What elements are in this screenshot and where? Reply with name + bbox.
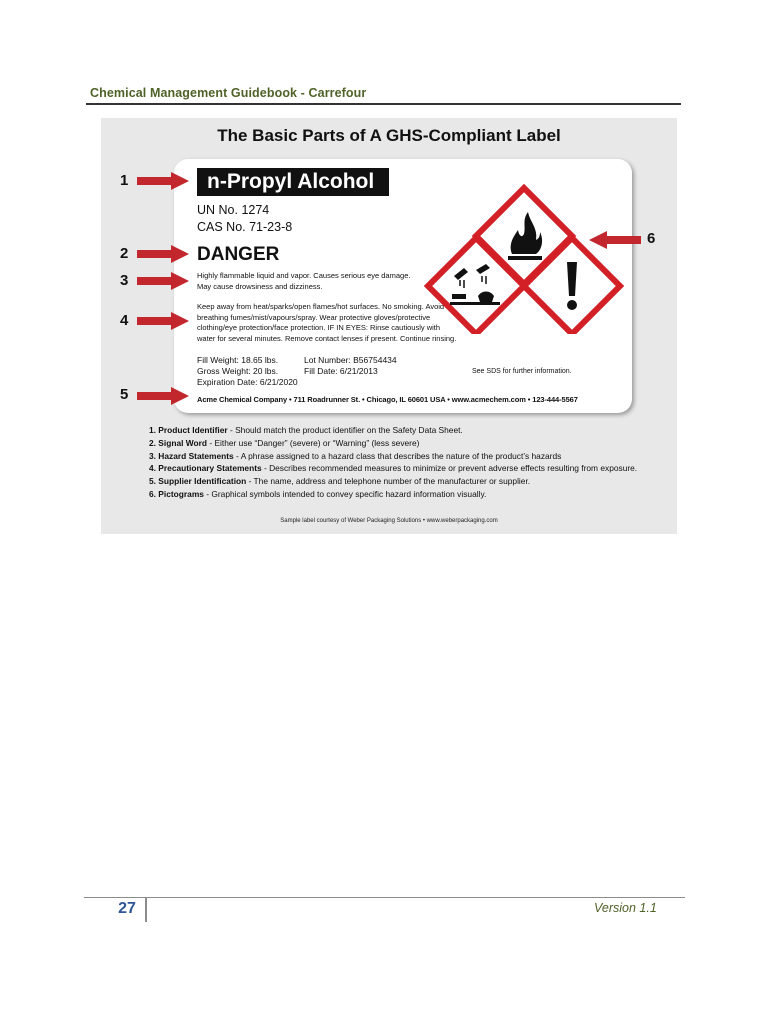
precaution-line: Keep away from heat/sparks/open flames/hot surfaces. No smoking. Avoid: [197, 302, 445, 311]
marker-number: 1: [120, 172, 129, 189]
expiration-date: Expiration Date: 6/21/2020: [197, 377, 298, 387]
supplier-identification: Acme Chemical Company • 711 Roadrunner St. • Chicago, IL 60601 USA • www.acmechem.com • 123-444-5567: [197, 395, 578, 404]
legend-item: [149, 424, 669, 437]
legend-desc: - The name, address and telephone number of the manufacturer or supplier.: [246, 476, 531, 487]
fill-weight: Fill Weight: 18.65 lbs.: [197, 355, 279, 365]
arrow-icon: [589, 231, 641, 249]
legend-desc: - A phrase assigned to a hazard class that describes the nature of the product’s hazards: [233, 450, 562, 461]
legend-term: 4. Precautionary Statements: [149, 463, 262, 474]
running-header: Chemical Management Guidebook - Carrefour: [90, 86, 367, 100]
legend-term: 2. Signal Word: [149, 437, 208, 448]
cas-number: CAS No. 71-23-8: [197, 220, 293, 234]
marker-number: 3: [120, 272, 129, 289]
arrow-icon: [137, 172, 189, 190]
page-number-divider: [145, 898, 147, 922]
marker-number: 5: [120, 386, 129, 403]
legend-term: 5. Supplier Identification: [149, 476, 247, 487]
marker-number: 2: [120, 245, 129, 262]
legend-term: 3. Hazard Statements: [149, 450, 234, 461]
label-parts-legend: [149, 424, 669, 501]
figure-title: The Basic Parts of A GHS-Compliant Label: [217, 126, 561, 145]
header-rule: [86, 103, 681, 105]
product-identifier: n-Propyl Alcohol: [197, 168, 389, 196]
legend-term: 6. Pictograms: [149, 488, 204, 499]
legend-item: [149, 488, 669, 501]
arrow-icon: [137, 312, 189, 330]
signal-word: DANGER: [197, 244, 280, 265]
marker-number: 4: [120, 312, 129, 329]
legend-item: [149, 450, 669, 463]
ghs-label-figure: [101, 118, 677, 534]
gross-weight: Gross Weight: 20 lbs.: [197, 366, 279, 376]
hazard-statement-line: May cause drowsiness and dizziness.: [197, 282, 323, 291]
precaution-line: water for several minutes. Remove contact lenses if present. Continue rinsing.: [197, 333, 457, 343]
sds-note: See SDS for further information.: [472, 368, 572, 375]
legend-item: [149, 475, 669, 488]
figure-credit: Sample label courtesy of Weber Packaging Solutions • www.weberpackaging.com: [280, 518, 498, 524]
legend-desc: - Graphical symbols intended to convey specific hazard information visually.: [203, 488, 487, 499]
version-label: Version 1.1: [594, 901, 657, 915]
pictograms: [424, 184, 629, 334]
fill-date: Fill Date: 6/21/2013: [304, 366, 378, 376]
legend-term: 1. Product Identifier: [149, 425, 228, 435]
arrow-icon: [137, 245, 189, 263]
un-number: UN No. 1274: [197, 203, 270, 217]
legend-desc: - Should match the product identifier on the Safety Data Sheet.: [227, 425, 463, 435]
precautionary-statements: [197, 302, 462, 344]
precaution-line: breathing fumes/mist/vapours/spray. Wear protective gloves/protective: [197, 312, 431, 322]
hazard-statement-line: Highly flammable liquid and vapor. Causes serious eye damage.: [197, 271, 411, 280]
marker-number: 6: [647, 230, 656, 247]
sample-label: [174, 159, 632, 413]
footer-rule: [84, 897, 685, 898]
arrow-icon: [137, 272, 189, 290]
hazard-statements: [197, 270, 447, 292]
arrow-icon: [137, 387, 189, 405]
legend-item: [149, 437, 669, 450]
precaution-line: clothing/eye protection/face protection. IF IN EYES: Rinse cautiously with: [197, 323, 441, 332]
legend-desc: - Either use “Danger” (severe) or “Warning” (less severe): [207, 437, 420, 448]
legend-item: [149, 462, 669, 475]
legend-desc: - Describes recommended measures to minimize or prevent adverse effects resulting from exposure.: [261, 463, 638, 474]
page-number: 27: [118, 900, 136, 917]
lot-number: Lot Number: B56754434: [304, 355, 397, 365]
